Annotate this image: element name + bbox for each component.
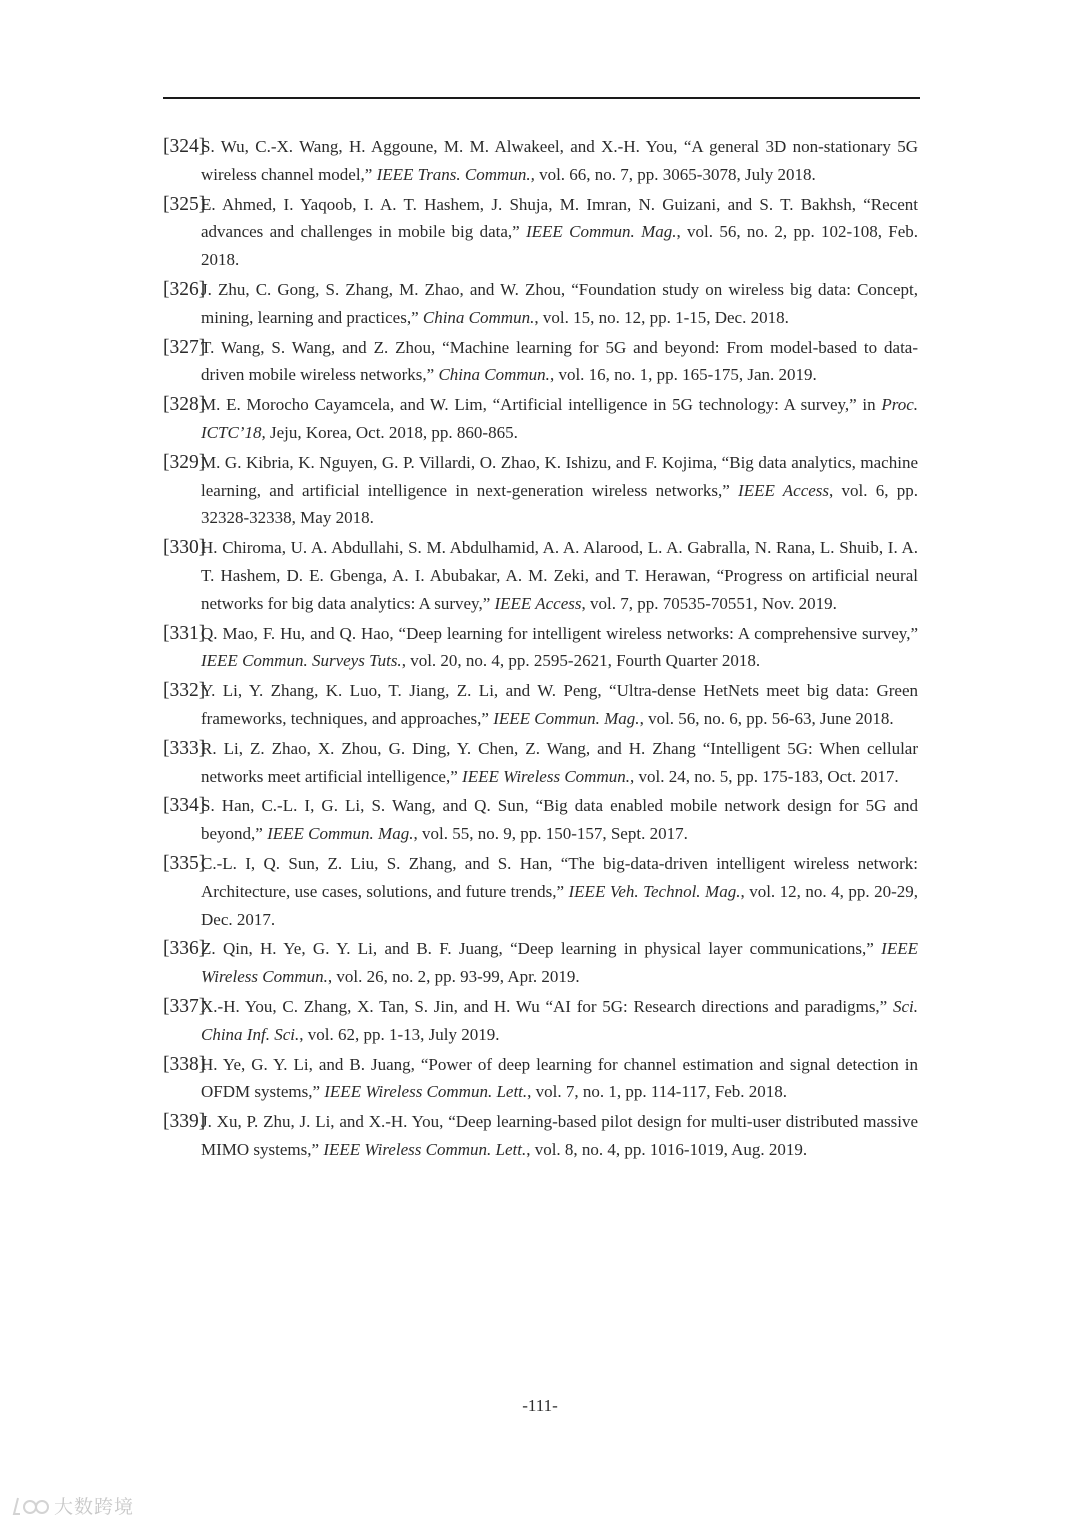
reference-number: [333]	[163, 737, 206, 759]
reference-text: T. Wang, S. Wang, and Z. Zhou, “Machine learning for 5G and beyond: From model-based to data-driven mobile wireless networks,” China Commun., vol. 16, no. 1, pp. 165-175, Jan. 2019.	[201, 337, 918, 385]
reference-number: [337]	[163, 995, 206, 1017]
reference-text: M. E. Morocho Cayamcela, and W. Lim, “Artificial intelligence in 5G technology: A survey,” in Proc. ICTC’18, Jeju, Korea, Oct. 2018, pp. 860-865.	[201, 395, 918, 442]
reference-item	[163, 1108, 918, 1164]
watermark	[12, 1492, 134, 1519]
reference-text: H. Ye, G. Y. Li, and B. Juang, “Power of deep learning for channel estimation and signal detection in OFDM systems,” IEEE Wireless Commun. Lett., vol. 7, no. 1, pp. 114-117, Feb. 2018.	[201, 1054, 918, 1102]
reference-venue: IEEE Commun. Mag.	[267, 824, 414, 844]
reference-number: [324]	[163, 136, 206, 157]
reference-venue: IEEE Commun. Mag.	[526, 222, 677, 242]
reference-text: S. Wu, C.-X. Wang, H. Aggoune, M. M. Alwakeel, and X.-H. You, “A general 3D non-stationary 5G wireless channel model,” IEEE Trans. Commun., vol. 66, no. 7, pp. 3065-3078, July 2018.	[201, 137, 918, 184]
reference-text: R. Li, Z. Zhao, X. Zhou, G. Ding, Y. Chen, Z. Wang, and H. Zhang “Intelligent 5G: When cellular networks meet artificial intelligence,” IEEE Wireless Commun., vol. 24, no. 5, pp. 175-183, Oct. 2017.	[201, 738, 918, 786]
reference-venue: IEEE Wireless Commun. Lett.	[323, 1139, 527, 1159]
reference-venue: IEEE Commun. Surveys Tuts.	[201, 651, 402, 671]
reference-item	[163, 935, 918, 991]
reference-venue: IEEE Wireless Commun.	[462, 766, 630, 786]
page-number: -111-	[522, 1396, 558, 1415]
reference-item	[163, 133, 918, 189]
reference-item	[163, 1051, 918, 1107]
watermark-logo-icon	[12, 1494, 50, 1518]
reference-text: Q. Mao, F. Hu, and Q. Hao, “Deep learning for intelligent wireless networks: A comprehensive survey,” IEEE Commun. Surveys Tuts., vol. 20, no. 4, pp. 2595-2621, Fourth Quarter 2018.	[201, 623, 918, 671]
reference-item	[163, 534, 918, 617]
reference-text: Y. Li, Y. Zhang, K. Luo, T. Jiang, Z. Li, and W. Peng, “Ultra-dense HetNets meet big data: Green frameworks, techniques, and approaches,” IEEE Commun. Mag., vol. 56, no. 6, pp. 56-63, June 2018.	[201, 681, 918, 728]
reference-number: [331]	[163, 622, 206, 644]
reference-text: Z. Qin, H. Ye, G. Y. Li, and B. F. Juang, “Deep learning in physical layer communications,” IEEE Wireless Commun., vol. 26, no. 2, pp. 93-99, Apr. 2019.	[201, 939, 918, 987]
reference-venue: IEEE Wireless Commun. Lett.	[324, 1082, 528, 1102]
reference-text: X.-H. You, C. Zhang, X. Tan, S. Jin, and H. Wu “AI for 5G: Research directions and paradigms,” Sci. China Inf. Sci., vol. 62, pp. 1-13, July 2019.	[201, 996, 918, 1044]
reference-number: [329]	[163, 451, 206, 473]
reference-venue: Sci. China Inf. Sci.	[201, 996, 918, 1044]
reference-item	[163, 850, 918, 933]
reference-list	[163, 133, 918, 1166]
reference-number: [325]	[163, 193, 206, 215]
reference-text: M. G. Kibria, K. Nguyen, G. P. Villardi, O. Zhao, K. Ishizu, and F. Kojima, “Big data analytics, machine learning, and artificial intelligence in next-generation wireless networks,” IEEE Access, vol. 6, pp. 32328-32338, May 2018.	[201, 452, 918, 528]
reference-number: [326]	[163, 278, 206, 300]
reference-number: [336]	[163, 938, 206, 960]
reference-venue: China Commun.	[422, 307, 535, 327]
header-rule	[163, 97, 920, 99]
reference-text: E. Ahmed, I. Yaqoob, I. A. T. Hashem, J. Shuja, M. Imran, N. Guizani, and S. T. Bakhsh, “Recent advances and challenges in mobile big data,” IEEE Commun. Mag., vol. 56, no. 2, pp. 102-108, Feb. 2018.	[201, 194, 919, 270]
reference-venue: IEEE Commun. Mag.	[493, 708, 640, 728]
reference-venue: Proc. ICTC’18,	[201, 395, 918, 442]
reference-venue: IEEE Wireless Commun.	[201, 939, 918, 987]
reference-text: J. Zhu, C. Gong, S. Zhang, M. Zhao, and W. Zhou, “Foundation study on wireless big data: Concept, mining, learning and practices,” China Commun., vol. 15, no. 12, pp. 1-15, Dec. 2018.	[201, 279, 918, 327]
reference-text: H. Chiroma, U. A. Abdullahi, S. M. Abdulhamid, A. A. Alarood, L. A. Gabralla, N. Rana, L. Shuib, I. A. T. Hashem, D. E. Gbenga, A. I. Abubakar, A. M. Zeki, and T. Herawan, “Progress on artificial neural networks for big data analytics: A survey,” IEEE Access, vol. 7, pp. 70535-70551, Nov. 2019.	[201, 538, 918, 613]
reference-text: J. Xu, P. Zhu, J. Li, and X.-H. You, “Deep learning-based pilot design for multi-user distributed massive MIMO systems,” IEEE Wireless Commun. Lett., vol. 8, no. 4, pp. 1016-1019, Aug. 2019.	[201, 1112, 918, 1159]
reference-number: [338]	[163, 1053, 206, 1075]
reference-item	[163, 276, 918, 332]
reference-number: [339]	[163, 1111, 206, 1133]
reference-number: [334]	[163, 795, 206, 817]
reference-venue: IEEE Access	[738, 480, 830, 500]
reference-item	[163, 677, 918, 733]
reference-number: [327]	[163, 336, 206, 358]
reference-item	[163, 191, 918, 274]
reference-venue: IEEE Access	[494, 593, 582, 613]
reference-item	[163, 391, 918, 447]
reference-item	[163, 449, 918, 532]
reference-number: [330]	[163, 537, 206, 559]
reference-venue: China Commun.	[438, 365, 550, 385]
reference-number: [332]	[163, 680, 206, 702]
reference-number: [328]	[163, 394, 206, 416]
reference-venue: IEEE Veh. Technol. Mag.	[568, 881, 741, 901]
reference-item	[163, 735, 918, 791]
reference-text: S. Han, C.-L. I, G. Li, S. Wang, and Q. Sun, “Big data enabled mobile network design for 5G and beyond,” IEEE Commun. Mag., vol. 55, no. 9, pp. 150-157, Sept. 2017.	[201, 796, 918, 844]
reference-item	[163, 993, 918, 1049]
reference-item	[163, 792, 918, 848]
reference-text: C.-L. I, Q. Sun, Z. Liu, S. Zhang, and S. Han, “The big-data-driven intelligent wireless network: Architecture, use cases, solutions, and future trends,” IEEE Veh. Technol. Mag., vol. 12, no. 4, pp. 20-29, Dec. 2017.	[201, 853, 918, 929]
reference-item	[163, 620, 918, 676]
reference-venue: IEEE Trans. Commun.,	[376, 164, 535, 184]
reference-item	[163, 334, 918, 390]
reference-number: [335]	[163, 852, 206, 874]
watermark-text: 大数跨境	[54, 1496, 135, 1518]
